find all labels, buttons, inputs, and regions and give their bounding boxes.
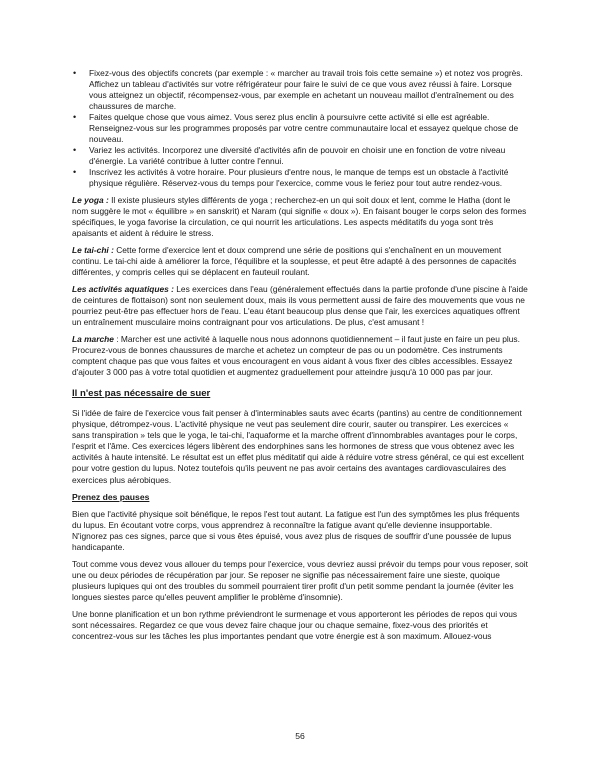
tips-bullet-list — [72, 68, 528, 190]
bullet-icon: • — [73, 145, 77, 156]
rest-paragraph-3: Une bonne planification et un bon rythme préviendront le surmenage et vous apporteront les périodes de repos qui vous sont nécessaires. Regardez ce que vous devez faire chaque jour ou chaque semaine, fixez-vous des priorités et concentrez-vous sur les tâches les plus importantes pendant que votre énergie est à son maximum. Allouez-vous — [72, 608, 518, 642]
walking-term: La marche — [72, 334, 114, 345]
bullet-text: Inscrivez les activités à votre horaire. Pour plusieurs d'entre nous, le manque de temps est un obstacle à l'activité physique régulière. Réservez-vous du temps pour l'exercice, comme vous le feriez pour tout autre rendez-vous. — [89, 167, 509, 189]
aquatic-text: Les exercices dans l'eau (généralement effectués dans la partie profonde d'une piscine à l'aide de ceintures de flottaison) sont non seulement doux, mais ils vous permettent aussi de faire des mouvements que vous ne pourriez peut-être pas effectuer hors de l'eau. L'eau étant beaucoup plus dense que l'air, les exercices aquatiques offrent un entraînement musculaire moins contraignant pour vos articulations. De plus, c'est amusant ! — [72, 283, 528, 327]
rest-paragraph-2: Tout comme vous devez vous allouer du temps pour l'exercice, vous devriez aussi prévoir du temps pour vous reposer, soit une ou deux périodes de récupération par jour. Se reposer ne signifie pas nécessairement faire une sieste, quoique plusieurs lupiques qui ont des troubles du sommeil pourraient tirer profit d'un petit somme pendant la journée (éviter les longues siestes parce qu'elles peuvent amplifier le problème d'insomnie). — [72, 558, 528, 602]
walking-paragraph — [72, 334, 528, 378]
list-item — [72, 167, 528, 189]
list-item — [72, 112, 528, 145]
bullet-icon: • — [73, 68, 77, 78]
yoga-text: Il existe plusieurs styles différents de yoga ; recherchez-en un qui soit doux et lent, comme le Hatha (dont le nom suggère le mot « équilibre » en sanskrit) et Naram (qui signifie « doux »). En faisant bouger le corps selon des formes spécifiques, le yoga favorise la circulation, ce qui nourrit les articulations. Les aspects méditatifs du yoga sont très apaisants et aident à réduire le stress. — [72, 194, 527, 238]
page-number: 56 — [295, 731, 305, 741]
list-item — [72, 68, 528, 112]
yoga-paragraph — [72, 195, 528, 239]
walking-text: : Marcher est une activité à laquelle nous nous adonnons quotidiennement – il faut juste en faire un peu plus. Procurez-vous de bonnes chaussures de marche et achetez un compteur de pas ou un podomètre. Ces instruments comptent chaque pas que vous faites et vous encouragent en vous aidant à vous fixer des cibles accessibles. Essayez d'ajouter 3 000 pas à votre total quotidien et augmentez graduellement pour atteindre jusqu'à 10 000 pas par jour. — [72, 334, 520, 378]
list-item — [72, 145, 528, 167]
aquatic-term: Les activités aquatiques : — [72, 283, 174, 294]
no-sweat-paragraph: Si l'idée de faire de l'exercice vous fait penser à d'interminables sauts avec écarts (pantins) au centre de conditionnement physique, détrompez-vous. L'activité physique ne veut pas seulement dire courir, sauter ou transpirer. Les exercices « sans transpiration » tels que le yoga, le tai-chi, l'aquaforme et la marche offrent d'innombrables avantages pour le corps, l'esprit et l'âme. Ces exercices légers libèrent des endorphines sans les hormones de stress que vous obtenez avec les activités à haute intensité. Le résultat est un effet plus méditatif qui aide à réduire votre stress général, ce qui est excellent pour votre gestion du lupus. Notez toutefois qu'ils peuvent ne pas avoir certains des avantages cardiovasculaires des exercices plus aérobiques. — [72, 408, 524, 485]
yoga-term: Le yoga : — [72, 194, 109, 205]
aquatic-paragraph — [72, 284, 528, 328]
section-heading: Il n'est pas nécessaire de suer — [72, 388, 211, 400]
tai-chi-text: Cette forme d'exercice lent et doux comprend une série de positions qui s'enchaînent en un mouvement continu. Le tai-chi aide à améliorer la force, l'équilibre et la souplesse, et peut être adapté à des personnes de capacités différentes, y compris celles qui se déplacent en fauteuil roulant. — [72, 244, 517, 277]
rest-paragraph-1: Bien que l'activité physique soit bénéfique, le repos l'est tout autant. La fatigue est l'un des symptômes les plus fréquents du lupus. En écoutant votre corps, vous apprendrez à reconnaître la fatigue avant qu'elle devienne insupportable. N'ignorez pas ces signes, parce que si vous êtes épuisé, vous avez plus de risques de souffrir d'une poussée de lupus handicapante. — [72, 508, 520, 552]
tai-chi-term: Le tai-chi : — [72, 244, 114, 255]
tai-chi-paragraph — [72, 245, 528, 278]
bullet-icon: • — [73, 167, 77, 178]
bullet-text: Fixez-vous des objectifs concrets (par exemple : « marcher au travail trois fois cette semaine ») et notez vos progrès. Affichez un tableau d'activités sur votre réfrigérateur pour faire le suivi de ce que vous avez réussi à faire. Lorsque vous atteignez un objectif, récompensez-vous, par exemple en achetant un nouveau maillot d'entraînement ou des chaussures de marche. — [89, 68, 523, 112]
bullet-text: Variez les activités. Incorporez une diversité d'activités afin de pouvoir en choisir une en fonction de votre niveau d'énergie. La variété contribue à lutter contre l'ennui. — [89, 145, 506, 167]
bullet-text: Faites quelque chose que vous aimez. Vous serez plus enclin à poursuivre cette activité si elle est agréable. Renseignez-vous sur les programmes proposés par votre centre communautaire local et essayez quelque chose de nouveau. — [89, 112, 519, 145]
bullet-icon: • — [73, 112, 77, 123]
subsection-heading: Prenez des pauses — [72, 491, 150, 502]
